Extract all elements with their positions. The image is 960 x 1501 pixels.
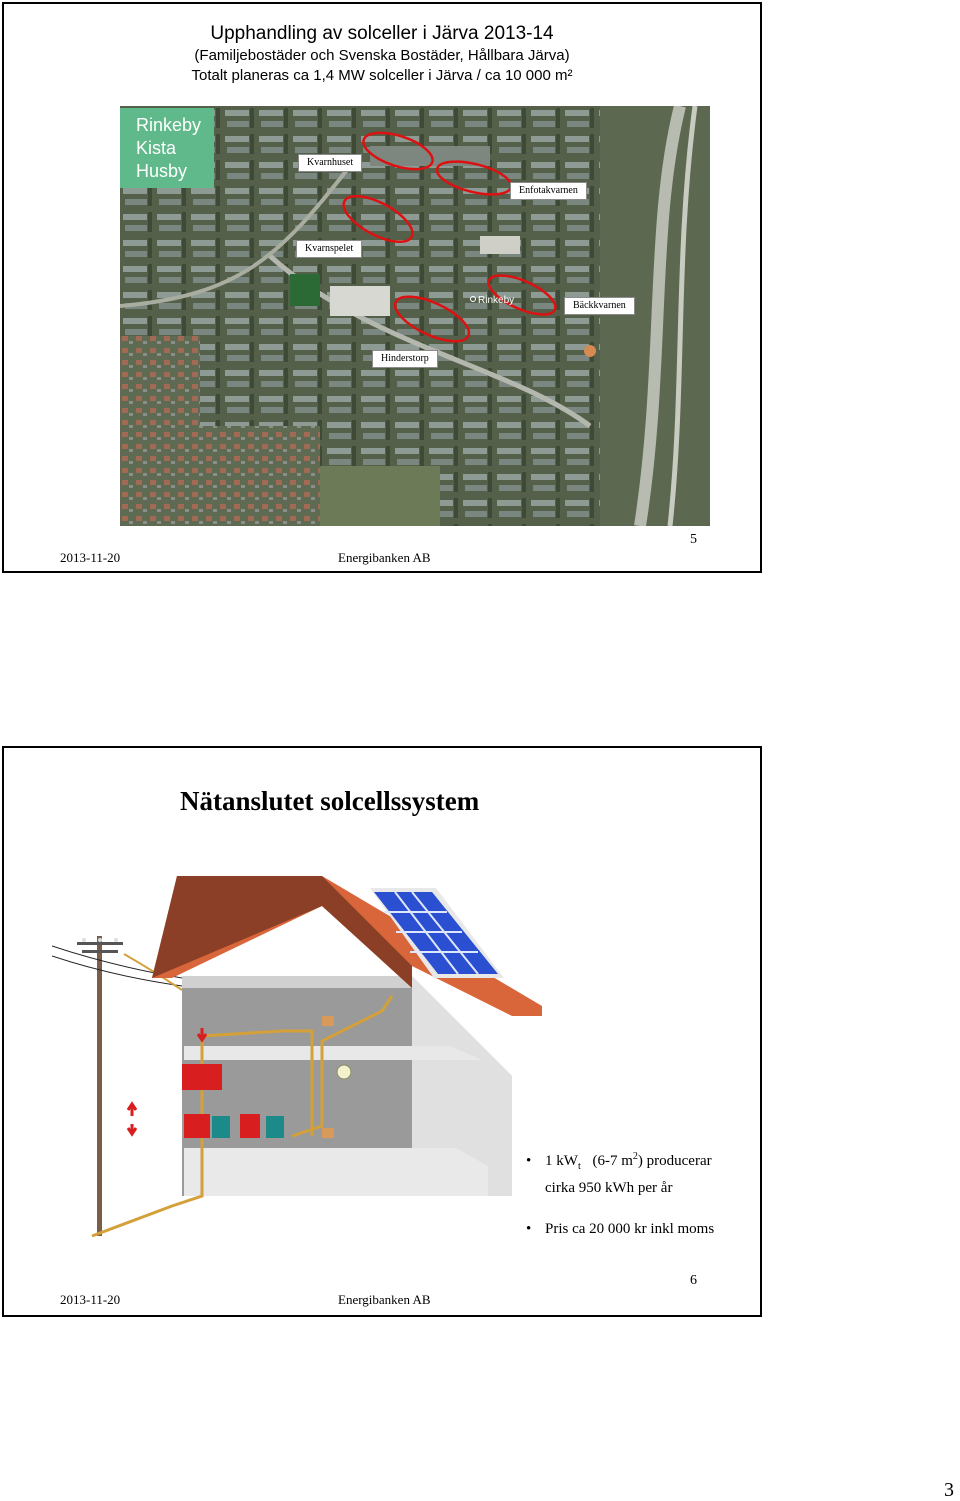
slide-6 (2, 746, 762, 1317)
slide-5-subtitle: (Familjebostäder och Svenska Bostäder, Hållbara Järva) (194, 47, 570, 64)
label-hinderstorp: Hinderstorp (372, 350, 438, 368)
fuse-box (182, 1064, 222, 1090)
outlet-icon (322, 1016, 334, 1026)
slide-5-title: Upphandling av solceller i Järva 2013-14 (210, 23, 554, 44)
slide-5-company: Energibanken AB (338, 550, 431, 565)
bullet-icon: • (526, 1153, 532, 1169)
slide-6-number: 6 (690, 1273, 697, 1288)
district-husby: Husby (136, 161, 188, 181)
lamp-icon (337, 1065, 351, 1079)
switch-box (266, 1116, 284, 1138)
bullet-icon: • (526, 1221, 532, 1237)
inverter (212, 1116, 230, 1138)
arrow-up-icon (128, 1104, 136, 1116)
map-place-label: Rinkeby (478, 295, 515, 306)
bullet-item-2: • Pris ca 20 000 kr inkl moms (526, 1221, 715, 1237)
roof-underside (152, 876, 412, 988)
meter-box-2 (240, 1114, 260, 1138)
slide-6-title: Nätanslutet solcellssystem (180, 786, 480, 816)
slide-5 (2, 2, 762, 573)
slide-5-capacity-note: Totalt planeras ca 1,4 MW solceller i Järva / ca 10 000 m² (191, 67, 573, 84)
arrow-down-icon-2 (128, 1124, 136, 1134)
slide-6-date: 2013-11-20 (60, 1292, 121, 1307)
label-kvarnspelet: Kvarnspelet (296, 240, 362, 258)
ground-floor (184, 1148, 488, 1196)
district-rinkeby: Rinkeby (136, 115, 202, 135)
bullet-item-1-line-2: cirka 950 kWh per år (545, 1180, 673, 1196)
slide-5-date: 2013-11-20 (60, 550, 121, 565)
outlet-icon-2 (322, 1128, 334, 1138)
label-kvarnhuset: Kvarnhuset (298, 154, 362, 172)
upper-floor (184, 1046, 482, 1060)
slide-5-number: 5 (690, 532, 697, 547)
district-kista: Kista (136, 138, 177, 158)
label-backkvarnen: Bäckkvarnen (564, 297, 635, 315)
slide-6-company: Energibanken AB (338, 1292, 431, 1307)
bullet-item-1: • 1 $kW_t$ (6-7 $m^2$) producerar (526, 1151, 712, 1172)
district-list (120, 108, 214, 188)
meter-box (184, 1114, 210, 1138)
utility-pole (52, 936, 182, 1236)
page-number: 3 (944, 1479, 954, 1501)
house-diagram (52, 866, 552, 1246)
label-enfotakvarnen: Enfotakvarnen (510, 182, 587, 200)
